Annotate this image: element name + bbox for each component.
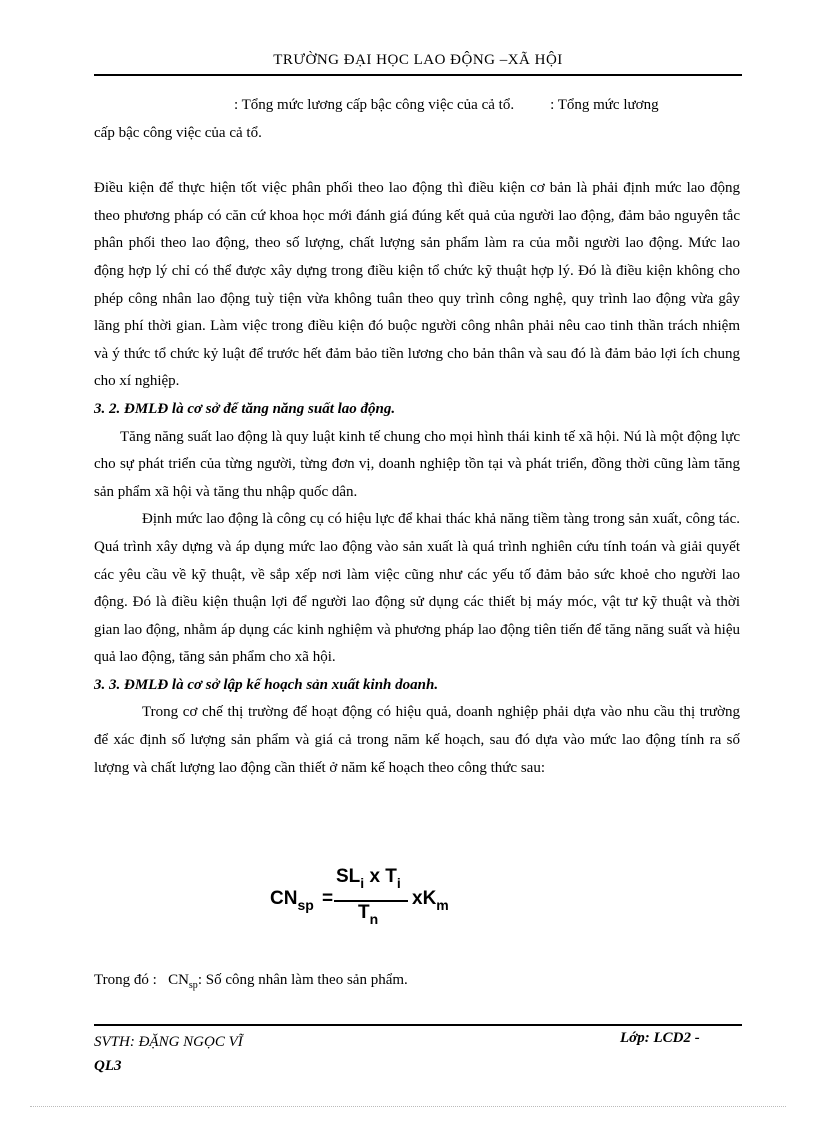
legend-description: : Số công nhân làm theo sản phẩm. (197, 972, 408, 988)
formula-equals: = (322, 888, 334, 909)
footer-student-name: SVTH: ĐẶNG NGỌC VĨ (94, 1034, 243, 1050)
page-header-title: TRƯỜNG ĐẠI HỌC LAO ĐỘNG –XÃ HỘI (273, 52, 563, 68)
formula-lhs: $CN_{sp}$ (270, 888, 314, 913)
formula-numerator: $SL_i$ x $T_i$ (336, 866, 401, 891)
section-heading-3-3: 3. 3. ĐMLĐ là cơ sở lập kế hoạch sản xuất kinh doanh. (94, 676, 439, 693)
formula-multiplier: $xK_m$ (412, 888, 449, 913)
intro-line-1 (94, 92, 740, 120)
header-rule (94, 74, 742, 76)
intro-text-b: : Tổng mức lương (550, 97, 659, 113)
document-body (94, 92, 740, 782)
intro-text-a: : Tổng mức lương cấp bậc công việc của cả tổ. (234, 97, 515, 113)
paragraph-conditions: Điều kiện để thực hiện tốt việc phân phối theo lao động thì điều kiện cơ bản là phải định mức lao động theo phương pháp có căn cứ khoa học mới đánh giá đúng kết quả của người lao động, đảm bảo nguyên tắc phân phối theo lao động, theo số lượng, chất lượng sản phẩm làm ra của mỗi người lao động. Mức lao động hợp lý chỉ có thể được xây dựng trong điều kiện tổ chức kỹ thuật hợp lý. Đó là điều kiện không cho phép công nhân lao động tuỳ tiện vừa không tuân theo quy trình công nghệ, quy trình lao động vừa gây lãng phí thời gian. Làm việc trong điều kiện đó buộc người công nhân phải nêu cao tinh thần trách nhiệm và ý thức tổ chức kỷ luật để trước hết đảm bảo tiền lương cho bản thân và sau đó là đảm bảo lợi ích chung cho xí nghiệp. (94, 180, 740, 390)
footer-rule (94, 1024, 742, 1026)
footer-student (94, 1030, 243, 1078)
paragraph-labor-norms: Định mức lao động là công cụ có hiệu lực để khai thác khả năng tiềm tàng trong sản xuất, công tác. Quá trình xây dựng và áp dụng mức lao động vào sản xuất là quá trình nghiên cứu tính toán và giải quyết các yêu cầu về kỹ thuật, về sắp xếp nơi làm việc cũng như các yếu tố đảm bảo sức khoẻ cho người lao động. Đó là điều kiện thuận lợi để người lao động sử dụng các thiết bị máy móc, vật tư kỹ thuật và thời gian lao động, nhằm áp dụng các kinh nghiệm và phương pháp lao động tiên tiến để tăng năng suất và hiệu quả lao động, tăng sản phẩm cho xã hội. (94, 511, 740, 666)
worker-count-formula (270, 866, 470, 936)
footer-class-continued: QL3 (94, 1058, 122, 1074)
footer-class: Lớp: LCD2 - (620, 1030, 700, 1046)
formula-legend (94, 972, 408, 991)
formula-denominator: $T_n$ (358, 902, 379, 927)
legend-symbol: $CN_{sp}$ (168, 972, 198, 991)
intro-line-2: cấp bậc công việc của cả tổ. (94, 124, 262, 141)
legend-label: Trong đó : (94, 972, 157, 988)
section-heading-3-2: 3. 2. ĐMLĐ là cơ sở để tăng năng suất lao động. (94, 400, 396, 417)
spacer (94, 147, 740, 175)
page-bottom-dotted-line (30, 1106, 786, 1107)
paragraph-market-mechanism: Trong cơ chế thị trường để hoạt động có hiệu quả, doanh nghiệp phải dựa vào nhu cầu thị trường để xác định số lượng sản phẩm và giá cả trong năm kế hoạch, sau đó dựa vào mức lao động tính ra số lượng và chất lượng lao động cần thiết ở năm kế hoạch theo công thức sau: (94, 704, 740, 776)
paragraph-productivity: Tăng năng suất lao động là quy luật kinh tế chung cho mọi hình thái kinh tế xã hội. Nú là một động lực cho sự phát triển của từng người, từng đơn vị, doanh nghiệp tồn tại và phát triển, đồng thời cũng làm tăng sản phẩm xã hội và tăng thu nhập quốc dân. (94, 428, 740, 500)
